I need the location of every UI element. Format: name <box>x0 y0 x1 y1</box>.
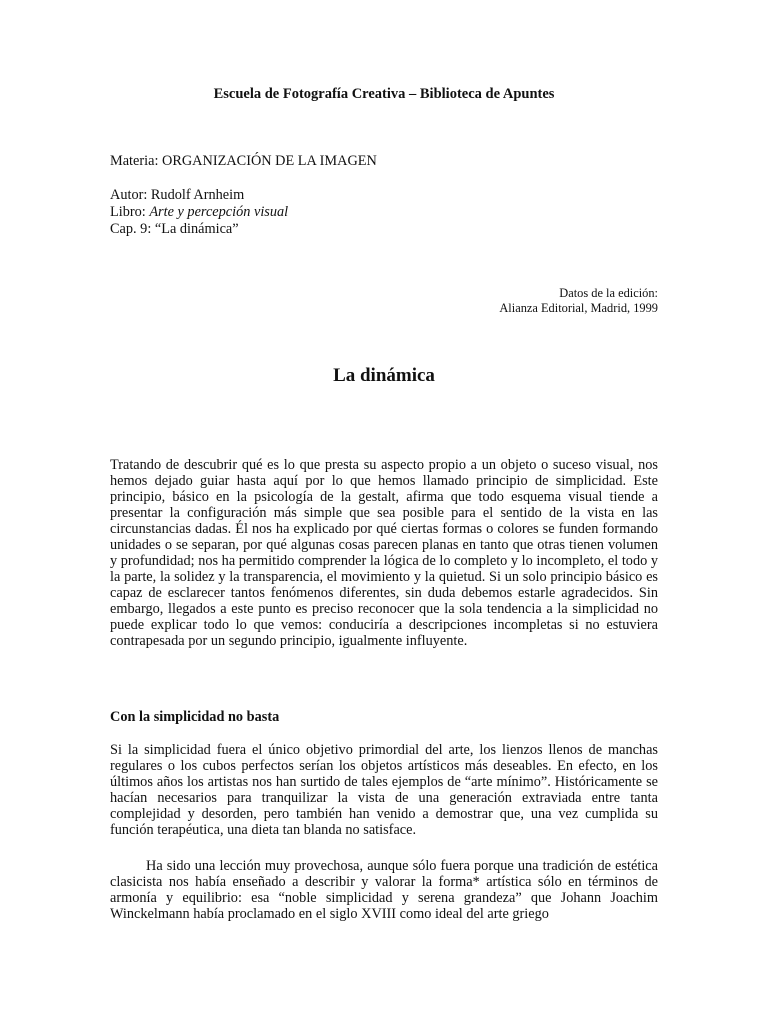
intro-paragraph: Tratando de descubrir qué es lo que presta su aspecto propio a un objeto o suceso visual, nos hemos dejado guiar hasta aquí por lo que hemos llamado principio de simplicidad. Este principio, básico en la psicología de la gestalt, afirma que todo esquema visual tiende a presentar la configuración más simple que sea posible para el sentido de la vista en las circunstancias dadas. Él nos ha explicado por qué ciertas formas o colores se funden formando unidades o se separan, por qué algunas cosas parecen planas en tanto que otras tienen volumen y profundidad; nos ha permitido comprender la lógica de lo completo y lo incompleto, el todo y la parte, la solidez y la transparencia, el movimiento y la quietud. Si un solo principio básico es capaz de esclarecer tantos fenómenos diferentes, sin duda debemos estarle agradecidos. Sin embargo, llegados a este punto es preciso reconocer que la sola tendencia a la simplicidad no puede explicar todo lo que vemos: conduciría a descripciones incompletas si no estuviera contrapesada por un segundo principio, igualmente influyente. <box>110 457 658 649</box>
section-paragraph-2-text-a: Ha sido una lección muy provechosa, aunque sólo fuera porque una tradición de estética clasicista nos había enseñado a describir y valorar la forma* artística sólo en términos de armonía y equilibrio: esa “noble simplicidad y serena grandeza” que Johann Joachim Winckelmann había proclamado en el siglo <box>110 858 658 922</box>
subject-block <box>110 153 670 170</box>
section-paragraph-2 <box>110 858 658 922</box>
section-paragraph-1: Si la simplicidad fuera el único objetivo primordial del arte, los lienzos llenos de manchas regulares o los cubos perfectos serían los objetos artísticos más deseables. En efecto, en los últimos años los artistas nos han surtido de tales ejemplos de “arte mínimo”. Históricamente se hacían necesarios para tranquilizar la vista de una generación extraviada entre tanta complejidad y desorden, pero también han venido a demostrar que, una vez cumplida su función terapéutica, una dieta tan blanda no satisface. <box>110 742 658 838</box>
book-line <box>110 204 670 221</box>
section-heading: Con la simplicidad no basta <box>110 709 280 725</box>
document-title: La dinámica <box>333 365 435 386</box>
book-title: Arte y percepción visual <box>149 204 289 220</box>
section-paragraph-2-text-b: como ideal del arte griego <box>396 906 549 922</box>
subject-line: Materia: ORGANIZACIÓN DE LA IMAGEN <box>110 153 377 169</box>
edition-label: Datos de la edición: <box>559 286 658 300</box>
century-numeral: XVIII <box>361 906 397 922</box>
header-title: Escuela de Fotografía Creativa – Biblioteca de Apuntes <box>213 86 555 102</box>
chapter-line: Cap. 9: “La dinámica” <box>110 221 239 237</box>
edition-info <box>358 286 658 316</box>
bibliography-block <box>110 187 670 238</box>
edition-details: Alianza Editorial, Madrid, 1999 <box>499 301 658 315</box>
author-line: Autor: Rudolf Arnheim <box>110 187 245 203</box>
book-label: Libro: <box>110 204 150 220</box>
